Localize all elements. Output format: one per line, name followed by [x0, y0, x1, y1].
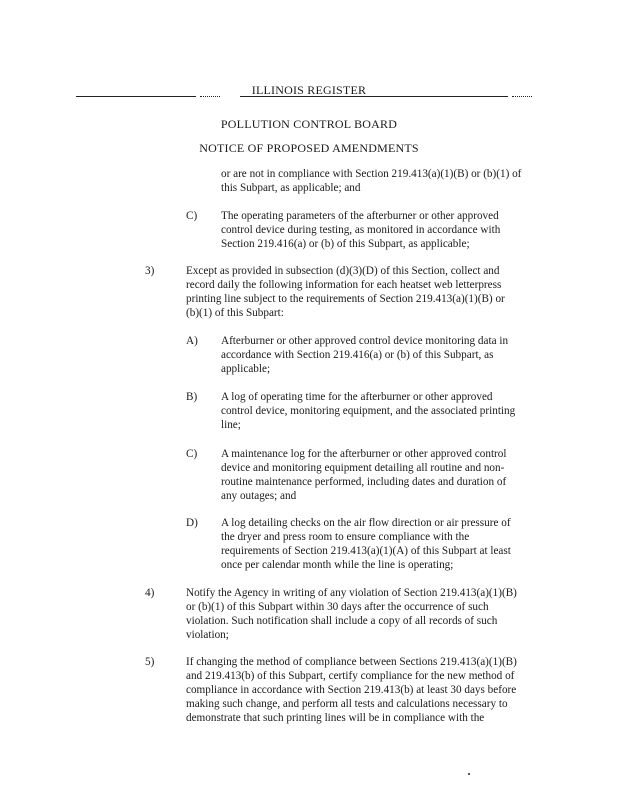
- subitem-a-label: A): [186, 335, 198, 347]
- subitem-c-line: any outages; and: [221, 490, 297, 502]
- item-c-line: The operating parameters of the afterburner or other approved: [221, 210, 499, 222]
- subitem-b-line: A log of operating time for the afterburner or other approved: [221, 391, 493, 403]
- notice-title: NOTICE OF PROPOSED AMENDMENTS: [199, 141, 419, 155]
- subitem-d-line: the dryer and press room to ensure compliance with the: [221, 531, 470, 543]
- item-3-label: 3): [145, 265, 155, 277]
- register-title: ILLINOIS REGISTER: [251, 83, 367, 97]
- subitem-c-label: C): [186, 448, 198, 460]
- item-4-line: or (b)(1) of this Subpart within 30 days after the occurrence of such: [186, 601, 489, 613]
- item-3-line: (b)(1) of this Subpart:: [186, 307, 284, 319]
- subitem-c-line: device and monitoring equipment detailing all routine and non-: [221, 462, 505, 474]
- item-5-line: compliance in accordance with Section 219.413(b) at least 30 days before: [186, 684, 517, 696]
- board-title: POLLUTION CONTROL BOARD: [220, 117, 398, 131]
- subitem-d-line: requirements of Section 219.413(a)(1)(A) of this Subpart at least: [221, 545, 511, 557]
- subitem-b-line: line;: [221, 419, 241, 431]
- subitem-b-line: control device, monitoring equipment, and the associated printing: [221, 405, 516, 417]
- item-5-line: making such change, and perform all tests and calculations necessary to: [186, 698, 508, 710]
- subitem-a-line: accordance with Section 219.416(a) or (b) of this Subpart, as: [221, 349, 494, 361]
- continuation-line: this Subpart, as applicable; and: [221, 182, 361, 194]
- item-4-line: violation. Such notification shall include a copy of all records of such: [186, 615, 498, 627]
- item-3-line: record daily the following information for each heatset web letterpress: [186, 279, 502, 291]
- item-3-line: printing line subject to the requirements of Section 219.413(a)(1)(B) or: [186, 293, 505, 305]
- item-5-line: and 219.413(b) of this Subpart, certify compliance for the new method of: [186, 670, 515, 682]
- subitem-d-label: D): [186, 517, 198, 529]
- item-c-label: C): [186, 210, 198, 222]
- item-5-label: 5): [145, 656, 155, 668]
- item-5-line: demonstrate that such printing lines will be in compliance with the: [186, 712, 485, 724]
- subitem-c-line: A maintenance log for the afterburner or other approved control: [221, 448, 507, 460]
- item-4-line: violation;: [186, 629, 229, 641]
- item-3-line: Except as provided in subsection (d)(3)(D) of this Section, collect and: [186, 265, 500, 277]
- subitem-d-line: A log detailing checks on the air flow direction or air pressure of: [221, 517, 511, 529]
- scan-speck: [468, 773, 470, 775]
- subitem-a-line: applicable;: [221, 363, 271, 375]
- item-c-line: control device during testing, as monitored in accordance with: [221, 224, 501, 236]
- continuation-line: or are not in compliance with Section 219.413(a)(1)(B) or (b)(1) of: [221, 168, 522, 180]
- subitem-c-line: routine maintenance performed, including dates and duration of: [221, 476, 507, 488]
- item-c-line: Section 219.416(a) or (b) of this Subpart, as applicable;: [221, 238, 470, 250]
- item-5-line: If changing the method of compliance between Sections 219.413(a)(1)(B): [186, 656, 517, 668]
- subitem-b-label: B): [186, 391, 198, 403]
- item-4-line: Notify the Agency in writing of any violation of Section 219.413(a)(1)(B): [186, 587, 517, 599]
- item-4-label: 4): [145, 587, 155, 599]
- subitem-d-line: once per calendar month while the line is operating;: [221, 559, 454, 571]
- subitem-a-line: Afterburner or other approved control device monitoring data in: [221, 335, 509, 347]
